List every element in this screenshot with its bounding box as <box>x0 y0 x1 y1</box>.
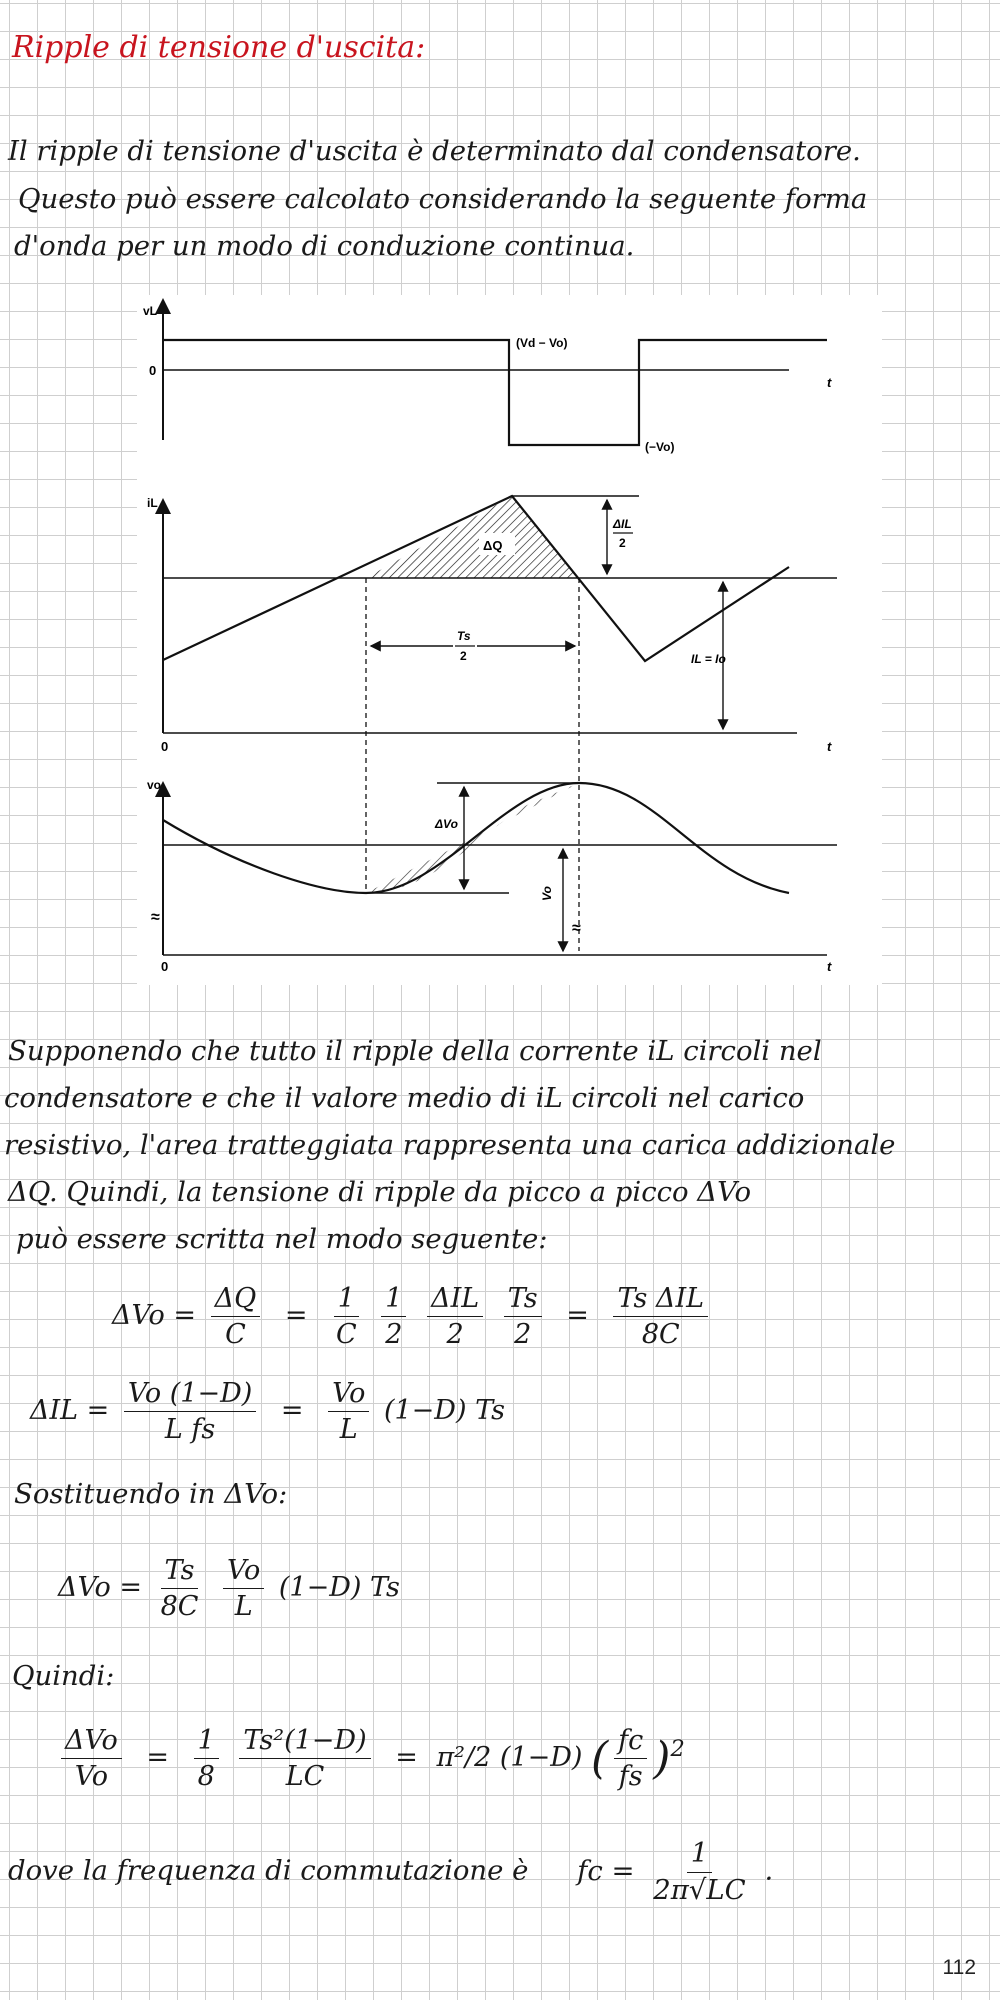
eq4-frac-dvo-vo: $\frac{\text{ΔVo}}{Vo}$ <box>61 1725 122 1792</box>
vl-low-label: (−Vo) <box>645 440 675 454</box>
eq1-lhs: ΔVo = <box>112 1300 196 1332</box>
eq4-frac-fc-fs: $\frac{fc}{fs}$ <box>614 1725 647 1792</box>
eq1-equals-a: = <box>284 1300 308 1332</box>
vl-axis-label: vL <box>143 304 158 318</box>
il-axis-label: iL <box>147 496 158 510</box>
eq4-exponent: 2 <box>670 1736 685 1763</box>
body-line-4: ΔQ. Quindi, la tensione di ripple da picco a picco ΔVo <box>8 1176 752 1208</box>
half-period-den: 2 <box>460 649 467 663</box>
eq4-equals-b: = <box>395 1742 418 1774</box>
eq1-frac-1-c: $\frac{1}{C}$ <box>332 1283 361 1350</box>
body-line-1: Supponendo che tutto il ripple della corrente iL circoli nel <box>8 1035 822 1067</box>
fc-lhs: fc = <box>577 1854 635 1887</box>
eq2-equals: = <box>280 1395 304 1427</box>
eq1-frac-dq-c: $\frac{\Delta Q}{C}$ <box>211 1283 261 1350</box>
eq1-frac-result: $\frac{\text{Ts ΔIL}}{8C}$ <box>613 1283 708 1350</box>
il-average-label: IL = Io <box>691 652 726 666</box>
half-period-num: Ts <box>457 629 471 643</box>
il-zero-label: 0 <box>161 739 169 754</box>
vl-waveform <box>163 340 827 445</box>
body-line-3: resistivo, l'area tratteggiata rappresenta una carica addizionale <box>4 1129 896 1161</box>
delta-q-area <box>366 496 579 578</box>
equation-ripple-ratio: $\frac{\text{ΔVo}}{Vo}$ = $\frac{1}{8}$ $\frac{\text{Ts²(1−D)}}{LC}$ = π²/2 (1−D) ( $\frac{fc}{fs}$ )$^2$ <box>55 1725 685 1792</box>
body-line-5: può essere scritta nel modo seguente: <box>16 1223 548 1255</box>
vo-hatch <box>366 783 579 893</box>
delta-il-label: ΔIL <box>613 517 632 531</box>
vl-zero-label: 0 <box>149 363 157 378</box>
eq4-frac-ts2-lc: $\frac{\text{Ts²(1−D)}}{LC}$ <box>239 1725 370 1792</box>
vo-level-break: ≈ <box>572 920 581 937</box>
quindi-line: Quindi: <box>12 1660 115 1692</box>
vo-level-label: Vo <box>540 886 554 901</box>
eq1-frac-ts-2: $\frac{Ts}{2}$ <box>504 1283 542 1350</box>
eq3-tail: (1−D) Ts <box>278 1572 400 1604</box>
eq4-mid: (1−D) <box>499 1742 583 1774</box>
vl-t-label: t <box>827 375 832 390</box>
eq2-lhs: ΔIL = <box>30 1395 110 1427</box>
waveform-figure <box>137 295 882 985</box>
equation-substituted <box>58 1555 400 1622</box>
page-number: 112 <box>942 1956 976 1979</box>
delta-q-label: ΔQ <box>483 538 503 553</box>
intro-line-1: Il ripple di tensione d'uscita è determinato dal condensatore. <box>8 135 861 167</box>
eq4-frac-1-8: $\frac{1}{8}$ <box>194 1725 219 1792</box>
section-title: Ripple di tensione d'uscita: <box>12 30 426 65</box>
equation-delta-vo <box>112 1283 714 1350</box>
delta-vo-label: ΔVo <box>435 817 458 831</box>
fc-fraction: $\frac{1}{2\pi√LC}$ <box>653 1837 746 1906</box>
fc-end: . <box>764 1854 774 1887</box>
eq1-frac-1-2: $\frac{1}{2}$ <box>381 1283 406 1350</box>
vo-zero-label: 0 <box>161 959 169 974</box>
eq4-pi-term: π²/2 <box>436 1742 492 1774</box>
equation-delta-il <box>30 1378 505 1445</box>
eq4-equals-a: = <box>146 1742 169 1774</box>
eq3-lhs: ΔVo = <box>58 1572 142 1604</box>
waveform-diagram <box>137 295 882 985</box>
il-t-label: t <box>827 739 832 754</box>
eq1-equals-b: = <box>566 1300 589 1332</box>
vo-axis-label: vo <box>147 778 162 792</box>
eq2-frac-vo-l: $\frac{Vo}{L}$ <box>328 1378 369 1445</box>
vl-high-label: (Vd − Vo) <box>516 336 568 350</box>
final-line <box>8 1838 773 1906</box>
delta-il-den: 2 <box>619 536 626 550</box>
vo-axis-break: ≈ <box>151 909 160 926</box>
eq1-frac-dil-2: $\frac{\text{ΔIL}}{2}$ <box>427 1283 483 1350</box>
intro-line-2: Questo può essere calcolato considerando la seguente forma <box>18 183 868 215</box>
final-text: dove la frequenza di commutazione è <box>8 1854 529 1887</box>
vo-t-label: t <box>827 959 832 974</box>
eq2-tail: (1−D) Ts <box>383 1395 505 1427</box>
eq2-frac-main: $\frac{Vo (1-D)}{\text{L fs}}$ <box>124 1378 256 1445</box>
intro-line-3: d'onda per un modo di conduzione continua. <box>14 230 635 262</box>
body-line-2: condensatore e che il valore medio di iL circoli nel carico <box>4 1082 805 1114</box>
substitution-line: Sostituendo in ΔVo: <box>14 1478 288 1510</box>
eq3-frac-ts-8c: $\frac{Ts}{8C}$ <box>160 1555 199 1623</box>
eq3-frac-vo-l: $\frac{Vo}{L}$ <box>223 1555 264 1622</box>
